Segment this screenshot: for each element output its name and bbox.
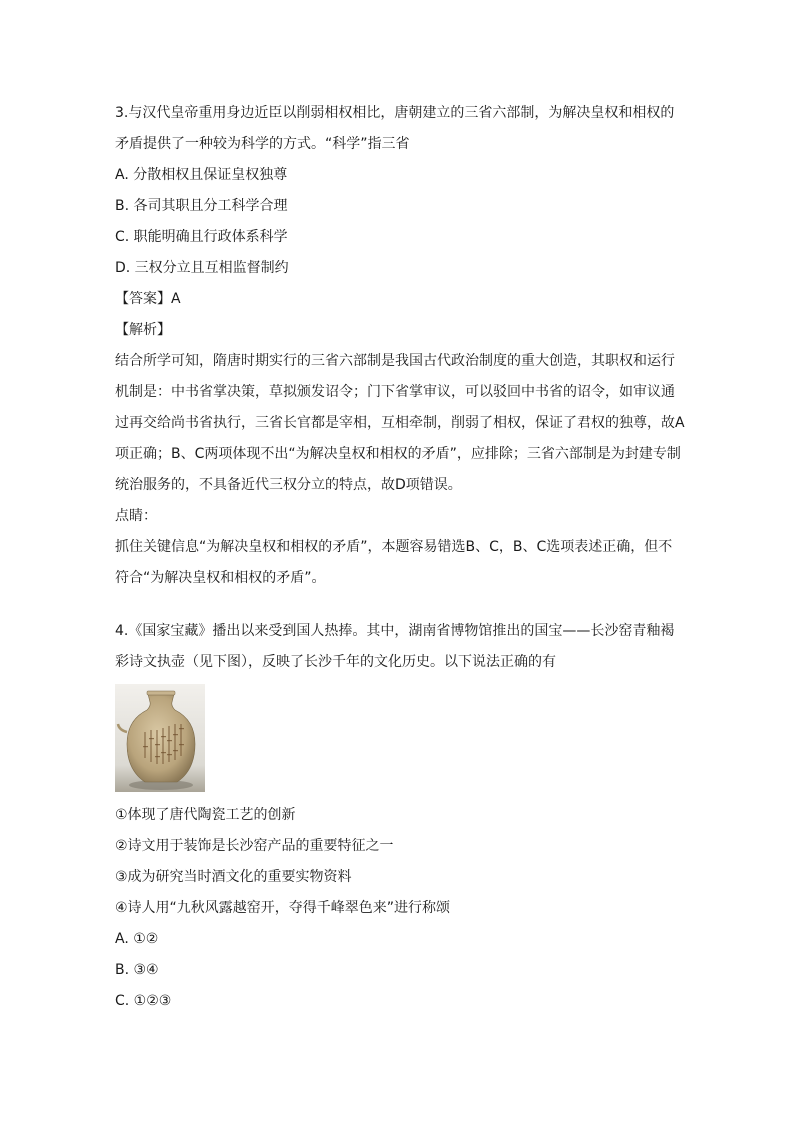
q3-analysis-line-4: 项正确；B、C两项体现不出“为解决皇权和相权的矛盾”，应排除；三省六部制是为封建专制 <box>115 446 681 462</box>
q3-note-line-1: 抓住关键信息“为解决皇权和相权的矛盾”，本题容易错选B、C，B、C选项表述正确，但不 <box>115 539 673 555</box>
q3-analysis-line-1: 结合所学可知，隋唐时期实行的三省六部制是我国古代政治制度的重大创造，其职权和运行 <box>115 353 675 369</box>
q3-note-heading: 点睛： <box>115 508 157 524</box>
q3-analysis-line-5: 统治服务的，不具备近代三权分立的特点，故D项错误。 <box>115 477 462 493</box>
q3-option-c: C. 职能明确且行政体系科学 <box>115 229 288 245</box>
q3-stem-line-1: 3.与汉代皇帝重用身边近臣以削弱相权相比，唐朝建立的三省六部制，为解决皇权和相权的 <box>115 105 675 121</box>
q4-option-a: A. ①② <box>115 931 159 947</box>
q3-option-d: D. 三权分立且互相监督制约 <box>115 260 289 276</box>
q4-statement-3: ③成为研究当时酒文化的重要实物资料 <box>115 869 352 885</box>
question-3 <box>115 98 685 594</box>
q4-statement-4: ④诗人用“九秋风露越窑开，夺得千峰翠色来”进行称颂 <box>115 900 451 916</box>
q4-stem-line-2: 彩诗文执壶（见下图），反映了长沙千年的文化历史。以下说法正确的有 <box>115 654 556 670</box>
q4-option-c: C. ①②③ <box>115 993 172 1009</box>
q4-statement-1: ①体现了唐代陶瓷工艺的创新 <box>115 807 296 823</box>
q3-analysis-heading: 【解析】 <box>115 322 171 338</box>
q4-option-b: B. ③④ <box>115 962 159 978</box>
vase-figure <box>115 684 685 792</box>
q4-stem-line-1: 4.《国家宝藏》播出以来受到国人热捧。其中，湖南省博物馆推出的国宝——长沙窑青釉褐 <box>115 623 675 639</box>
question-4 <box>115 616 685 1017</box>
q4-statement-2: ②诗文用于装饰是长沙窑产品的重要特征之一 <box>115 838 394 854</box>
q3-analysis-line-3: 过再交给尚书省执行，三省长官都是宰相，互相牵制，削弱了相权，保证了君权的独尊，故A <box>115 415 685 431</box>
q3-analysis-line-2: 机制是：中书省掌决策，草拟颁发诏令；门下省掌审议，可以驳回中书省的诏令，如审议通 <box>115 384 675 400</box>
question-spacer <box>115 594 685 616</box>
q3-option-a: A. 分散相权且保证皇权独尊 <box>115 167 288 183</box>
q3-note-line-2: 符合“为解决皇权和相权的矛盾”。 <box>115 570 326 586</box>
document-page <box>115 98 685 1017</box>
q3-option-b: B. 各司其职且分工科学合理 <box>115 198 288 214</box>
ewer-image <box>115 684 205 792</box>
q3-stem-line-2: 矛盾提供了一种较为科学的方式。“科学”指三省 <box>115 136 410 152</box>
q3-answer: 【答案】A <box>115 291 181 307</box>
ewer-rim <box>147 691 175 695</box>
